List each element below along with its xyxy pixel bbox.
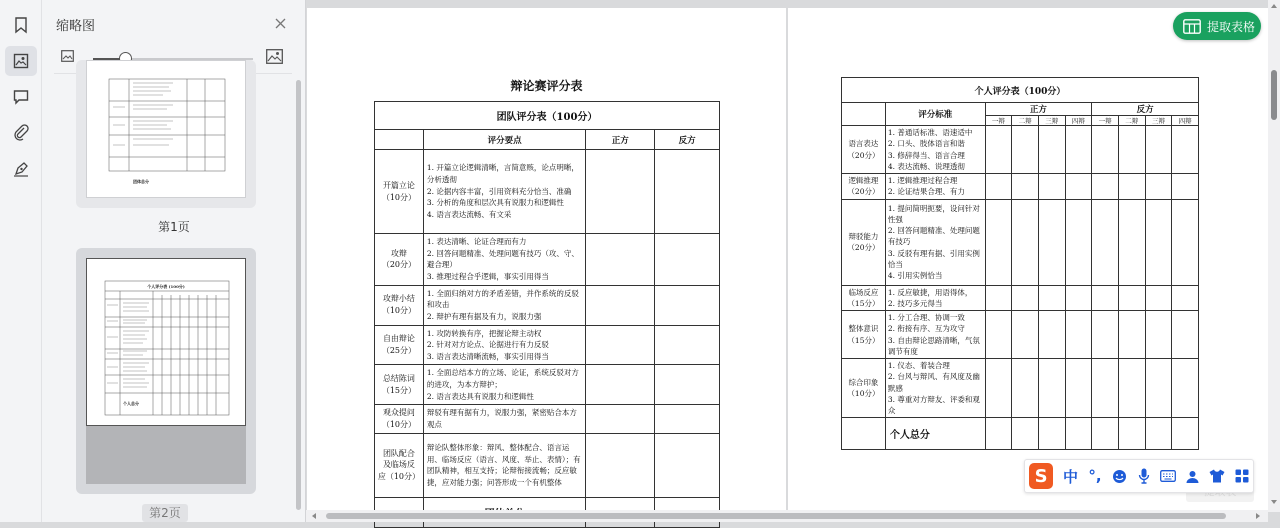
criteria-line: 辩论队整体形象：辩风、整体配合、语言运用、临场反应（语言、风度、举止、表情）；有团队精神，相互支持；论辩衔接流畅；反应敏捷，应对能力强；问答形成一个有机整体 (426, 442, 581, 487)
table-row (842, 311, 1199, 359)
thumbnail-page-1-total: 团体总分 (133, 179, 149, 184)
debater-header: 一辩 (985, 116, 1012, 126)
score-cell[interactable] (586, 150, 655, 234)
signature-icon (13, 161, 29, 177)
category-line: 语言表达 (848, 139, 879, 149)
score-cell[interactable] (655, 365, 720, 405)
score-cell[interactable] (1145, 311, 1172, 359)
criteria-line: 3. 推理过程合乎逻辑，事实引用得当 (426, 271, 549, 281)
individual-table-title: 个人评分表（100分） (842, 78, 1199, 103)
category-line: 观众提问 (382, 408, 415, 418)
criteria-line: 2. 口头、肢体语言和谐 (887, 139, 965, 149)
score-cell[interactable] (1065, 418, 1092, 450)
criteria-line: 1. 全面总结本方的立场、论证，系统反驳对方的进攻，为本方辩护； (426, 368, 579, 390)
criteria-line: 4. 语言表达流畅、有文采 (426, 209, 512, 219)
score-cell[interactable] (1172, 199, 1199, 285)
category-line: 攻辩小结 (382, 294, 415, 304)
score-cell[interactable] (1092, 174, 1119, 200)
bookmark-button[interactable] (5, 10, 37, 40)
score-cell[interactable] (985, 311, 1012, 359)
score-cell[interactable] (1145, 285, 1172, 311)
score-cell[interactable] (1065, 199, 1092, 285)
table-row (842, 126, 1199, 174)
score-cell[interactable] (586, 285, 655, 325)
ime-skin-button[interactable] (1206, 464, 1228, 488)
category-cell (842, 174, 886, 200)
thumbnail-icon (13, 53, 29, 69)
attachment-icon (13, 124, 29, 140)
category-cell (842, 311, 886, 359)
criteria-line: 3. 尊重对方辩友、评委和观众 (887, 394, 980, 415)
criteria-cell (423, 285, 586, 325)
criteria-cell (423, 405, 586, 433)
score-cell[interactable] (655, 325, 720, 365)
emoji-icon (1112, 469, 1127, 484)
score-cell[interactable] (1092, 359, 1119, 418)
score-cell[interactable] (1038, 359, 1065, 418)
ime-user-button[interactable] (1182, 464, 1204, 488)
zoom-in-image-icon[interactable] (266, 49, 283, 64)
document-viewport[interactable] (306, 0, 1268, 512)
criteria-line: 3. 反驳有理有据、引用实例恰当 (887, 248, 980, 269)
category-line: （15分） (847, 298, 880, 308)
thumbnail-page-1[interactable] (76, 60, 256, 208)
criteria-cell (885, 359, 985, 418)
score-cell[interactable] (1038, 285, 1065, 311)
category-line: （20分） (847, 243, 880, 252)
ime-apps-button[interactable] (1231, 464, 1253, 488)
table-row (842, 418, 1199, 450)
table-row (375, 234, 720, 286)
table-header-negative: 反方 (655, 130, 720, 150)
ime-voice-button[interactable] (1133, 464, 1155, 488)
score-cell[interactable] (1118, 199, 1145, 285)
category-line: 临场反应 (848, 287, 879, 297)
criteria-line: 2. 针对对方论点、论据进行有力反驳 (426, 340, 549, 350)
score-cell[interactable] (1172, 285, 1199, 311)
individual-total-label: 个人总分 (885, 418, 985, 450)
score-cell[interactable] (1118, 126, 1145, 174)
vertical-scrollbar[interactable] (1268, 0, 1280, 512)
category-line: （10分） (381, 420, 417, 429)
panel-scrollbar-thumb[interactable] (296, 80, 301, 510)
table-header-criteria: 评分标准 (885, 103, 985, 126)
category-line: 整体意识 (848, 324, 879, 334)
table-header-affirmative: 正方 (586, 130, 655, 150)
score-cell[interactable] (1065, 311, 1092, 359)
category-line: （20分） (847, 150, 880, 160)
category-line: 自由辩论 (382, 334, 415, 344)
microphone-icon (1138, 468, 1150, 484)
table-row (375, 365, 720, 405)
criteria-line: 3. 分析的角度和层次具有说服力和逻辑性 (426, 198, 564, 208)
ime-punctuation-toggle[interactable]: °, (1088, 467, 1102, 485)
ime-keyboard-button[interactable] (1157, 464, 1179, 488)
ime-logo-icon[interactable]: S (1029, 463, 1053, 489)
score-cell[interactable] (1065, 174, 1092, 200)
category-line: 及临场反 (382, 460, 415, 470)
criteria-line: 2. 回答问题精准、处理问题有技巧（攻、守、避合理） (426, 248, 579, 270)
criteria-cell (423, 365, 586, 405)
document-page-2 (788, 8, 1268, 512)
criteria-cell (885, 174, 985, 200)
category-cell (375, 325, 424, 365)
debater-header: 四辩 (1065, 116, 1092, 126)
score-cell[interactable] (586, 365, 655, 405)
skin-icon (1209, 469, 1225, 483)
criteria-cell (885, 311, 985, 359)
score-cell[interactable] (1092, 418, 1119, 450)
category-cell (375, 234, 424, 286)
keyboard-icon (1160, 470, 1176, 482)
category-cell (375, 150, 424, 234)
criteria-line: 1. 攻防转换有序，把握论辩主动权 (426, 328, 542, 338)
panel-scrollbar[interactable] (296, 80, 301, 520)
criteria-cell (885, 126, 985, 174)
score-cell[interactable] (1038, 174, 1065, 200)
extract-table-label: 提取表格 (1207, 19, 1256, 34)
category-line: 辩驳能力 (848, 231, 879, 241)
criteria-line: 2. 论证结果合理、有力 (887, 187, 965, 197)
table-row (375, 150, 720, 234)
score-cell[interactable] (655, 150, 720, 234)
team-table-title: 团队评分表（100分） (375, 102, 720, 130)
table-cell (842, 418, 886, 450)
close-icon (275, 18, 286, 29)
score-cell[interactable] (586, 325, 655, 365)
page-1-title: 辩论赛评分表 (510, 79, 583, 93)
table-row (375, 433, 720, 497)
zoom-out-image-icon[interactable] (61, 50, 74, 62)
table-header-criteria: 评分要点 (423, 130, 586, 150)
category-cell (842, 285, 886, 311)
category-line: （20分） (381, 260, 417, 270)
table-header-affirmative: 正方 (985, 103, 1092, 116)
score-cell[interactable] (586, 234, 655, 286)
table-header-blank (842, 103, 886, 126)
category-line: （25分） (381, 345, 417, 355)
category-line: 开篇立论 (382, 180, 415, 190)
criteria-line: 2. 技巧多元得当 (887, 298, 943, 308)
criteria-line: 1. 逻辑推理过程合理 (887, 176, 958, 185)
table-header-blank (375, 130, 424, 150)
extract-table-button[interactable] (1173, 12, 1261, 40)
thumbnail-page-preview (86, 258, 246, 426)
score-cell[interactable] (1065, 126, 1092, 174)
category-cell (842, 126, 886, 174)
criteria-line: 2. 辩护有理有据及有力，说服力强 (426, 311, 542, 321)
score-cell[interactable] (1145, 174, 1172, 200)
thumbnail-page-preview (86, 60, 246, 198)
close-panel-button[interactable] (270, 13, 290, 33)
criteria-line: 2. 论据内容丰富，引用资料充分恰当、准确 (426, 186, 572, 196)
table-icon (1183, 19, 1201, 34)
category-line: （20分） (847, 187, 880, 197)
category-line: （10分） (381, 306, 417, 315)
score-cell[interactable] (1172, 359, 1199, 418)
score-cell[interactable] (586, 405, 655, 433)
thumbnail-button[interactable] (5, 46, 37, 76)
attachment-button[interactable] (5, 117, 37, 147)
category-line: 综合印象 (848, 377, 879, 387)
criteria-line: 辩驳有理有据有力，说服力强，紧密贴合本方观点 (426, 408, 577, 429)
table-row (375, 405, 720, 433)
category-cell (375, 365, 424, 405)
score-cell[interactable] (1012, 311, 1039, 359)
category-line: （15分） (847, 335, 880, 345)
thumbnail-page-2-total: 个人总分 (123, 401, 139, 406)
score-cell[interactable] (985, 174, 1012, 200)
score-cell[interactable] (985, 285, 1012, 311)
thumbnail-page-1-label: 第1页 (158, 220, 190, 234)
category-line: 应（10分） (377, 471, 421, 481)
criteria-line: 1. 全面归纳对方的矛盾差错，并作系统的反驳和攻击 (426, 288, 579, 310)
individual-score-table (841, 77, 1199, 450)
score-cell[interactable] (985, 199, 1012, 285)
table-row (375, 285, 720, 325)
score-cell[interactable] (1038, 311, 1065, 359)
comment-button[interactable] (5, 82, 37, 112)
score-cell[interactable] (1172, 311, 1199, 359)
bookmark-icon (14, 17, 28, 33)
criteria-line: 4. 表达流畅、说理透彻 (887, 161, 965, 171)
criteria-line: 1. 普通话标准、语速适中 (887, 128, 973, 137)
scroll-down-arrow-icon[interactable] (1271, 500, 1277, 504)
score-cell[interactable] (1172, 126, 1199, 174)
score-cell[interactable] (1012, 359, 1039, 418)
scroll-right-arrow-icon[interactable] (1256, 513, 1260, 519)
thumbnail-page-2-label: 第2页 (142, 504, 188, 522)
score-cell[interactable] (1065, 359, 1092, 418)
score-cell[interactable] (1145, 126, 1172, 174)
score-cell[interactable] (1092, 126, 1119, 174)
score-cell[interactable] (1038, 126, 1065, 174)
score-cell[interactable] (985, 126, 1012, 174)
score-cell[interactable] (1118, 285, 1145, 311)
criteria-cell (423, 234, 586, 286)
criteria-cell (423, 325, 586, 365)
debater-header: 一辩 (1092, 116, 1119, 126)
score-cell[interactable] (1038, 199, 1065, 285)
debater-header: 三辩 (1145, 116, 1172, 126)
score-cell[interactable] (1092, 285, 1119, 311)
ime-toolbar[interactable] (1024, 459, 1254, 493)
criteria-line: 1. 开篇立论逻辑清晰，言简意赅，论点明晰，分析透彻 (426, 163, 579, 185)
criteria-line: 1. 表达清晰、论证合理而有力 (426, 237, 527, 246)
scroll-up-arrow-icon[interactable] (1271, 4, 1277, 8)
score-cell[interactable] (655, 433, 720, 497)
debater-header: 二辩 (1012, 116, 1039, 126)
table-row (842, 199, 1199, 285)
horizontal-scrollbar[interactable] (306, 510, 1268, 522)
category-cell (842, 359, 886, 418)
score-cell[interactable] (1012, 418, 1039, 450)
category-cell (375, 433, 424, 497)
score-cell[interactable] (1118, 311, 1145, 359)
score-cell[interactable] (1118, 359, 1145, 418)
vertical-scrollbar-thumb[interactable] (1271, 70, 1277, 120)
document-page-1 (307, 8, 786, 512)
signature-button[interactable] (5, 154, 37, 184)
criteria-line: 1. 提问简明扼要，设问针对性强 (887, 203, 980, 224)
criteria-cell (885, 199, 985, 285)
score-cell[interactable] (985, 418, 1012, 450)
category-line: 总结陈词 (382, 374, 415, 384)
team-score-table (374, 101, 720, 528)
thumbnail-page-2[interactable] (76, 248, 256, 494)
score-cell[interactable] (655, 285, 720, 325)
horizontal-scrollbar-thumb[interactable] (326, 513, 1226, 519)
category-line: 攻辩 (390, 248, 407, 258)
score-cell[interactable] (1118, 418, 1145, 450)
ime-mode-toggle[interactable]: 中 (1063, 467, 1079, 486)
category-line: 逻辑推理 (848, 176, 879, 185)
comment-icon (13, 89, 29, 105)
debater-header: 三辩 (1038, 116, 1065, 126)
criteria-line: 2. 回答问题精准、处理问题有技巧 (887, 226, 980, 247)
debater-header: 二辩 (1118, 116, 1145, 126)
category-line: （10分） (847, 389, 880, 399)
criteria-line: 3. 语言表达清晰流畅，事实引用得当 (426, 351, 549, 361)
table-row (375, 325, 720, 365)
category-line: （10分） (381, 192, 417, 202)
score-cell[interactable] (1118, 174, 1145, 200)
score-cell[interactable] (1092, 311, 1119, 359)
score-cell[interactable] (1172, 418, 1199, 450)
criteria-line: 3. 自由辩论思路清晰，气氛调节有度 (887, 335, 980, 356)
criteria-cell (423, 150, 586, 234)
criteria-line: 4. 引用实例恰当 (887, 271, 943, 281)
score-cell[interactable] (1065, 285, 1092, 311)
table-header-negative: 反方 (1092, 103, 1199, 116)
score-cell[interactable] (1038, 418, 1065, 450)
debater-header: 四辩 (1172, 116, 1199, 126)
score-cell[interactable] (1012, 174, 1039, 200)
sidebar-rail (0, 0, 42, 522)
criteria-line: 1. 分工合理、协调一致 (887, 313, 965, 322)
score-cell[interactable] (655, 234, 720, 286)
grid-apps-icon (1235, 469, 1249, 483)
table-row (842, 174, 1199, 200)
criteria-cell (423, 433, 586, 497)
category-line: 团队配合 (382, 448, 415, 458)
table-row (842, 359, 1199, 418)
category-cell (375, 285, 424, 325)
criteria-line: 3. 修辞得当、语言合理 (887, 150, 965, 160)
ime-emoji-button[interactable] (1108, 464, 1130, 488)
criteria-line: 1. 仪态、着装合理 (887, 361, 950, 370)
score-cell[interactable] (1092, 199, 1119, 285)
score-cell[interactable] (1145, 418, 1172, 450)
user-icon (1185, 469, 1200, 484)
criteria-line: 2. 衔接有序、互为攻守 (887, 324, 965, 334)
score-cell[interactable] (1012, 285, 1039, 311)
table-row (842, 285, 1199, 311)
thumbnail-page-1-graphic (87, 61, 247, 199)
panel-title: 缩略图 (56, 19, 96, 34)
score-cell[interactable] (655, 405, 720, 433)
score-cell[interactable] (586, 433, 655, 497)
criteria-line: 1. 反应敏捷，用语得体， (887, 287, 973, 297)
score-cell[interactable] (1145, 359, 1172, 418)
thumbnail-page-2-title: 个人评分表 (100分) (147, 284, 185, 289)
category-line: （15分） (381, 385, 417, 395)
criteria-cell (885, 285, 985, 311)
category-cell (375, 405, 424, 433)
criteria-line: 2. 台风与辩风、有风度及幽默感 (887, 372, 980, 393)
category-cell (842, 199, 886, 285)
score-cell[interactable] (1012, 199, 1039, 285)
thumbnail-panel (42, 0, 306, 522)
score-cell[interactable] (1012, 126, 1039, 174)
thumbnail-page-overflow (86, 426, 246, 484)
criteria-line: 2. 语言表达具有说服力和逻辑性 (426, 391, 534, 401)
score-cell[interactable] (985, 359, 1012, 418)
scroll-left-arrow-icon[interactable] (312, 513, 316, 519)
score-cell[interactable] (1172, 174, 1199, 200)
score-cell[interactable] (1145, 199, 1172, 285)
